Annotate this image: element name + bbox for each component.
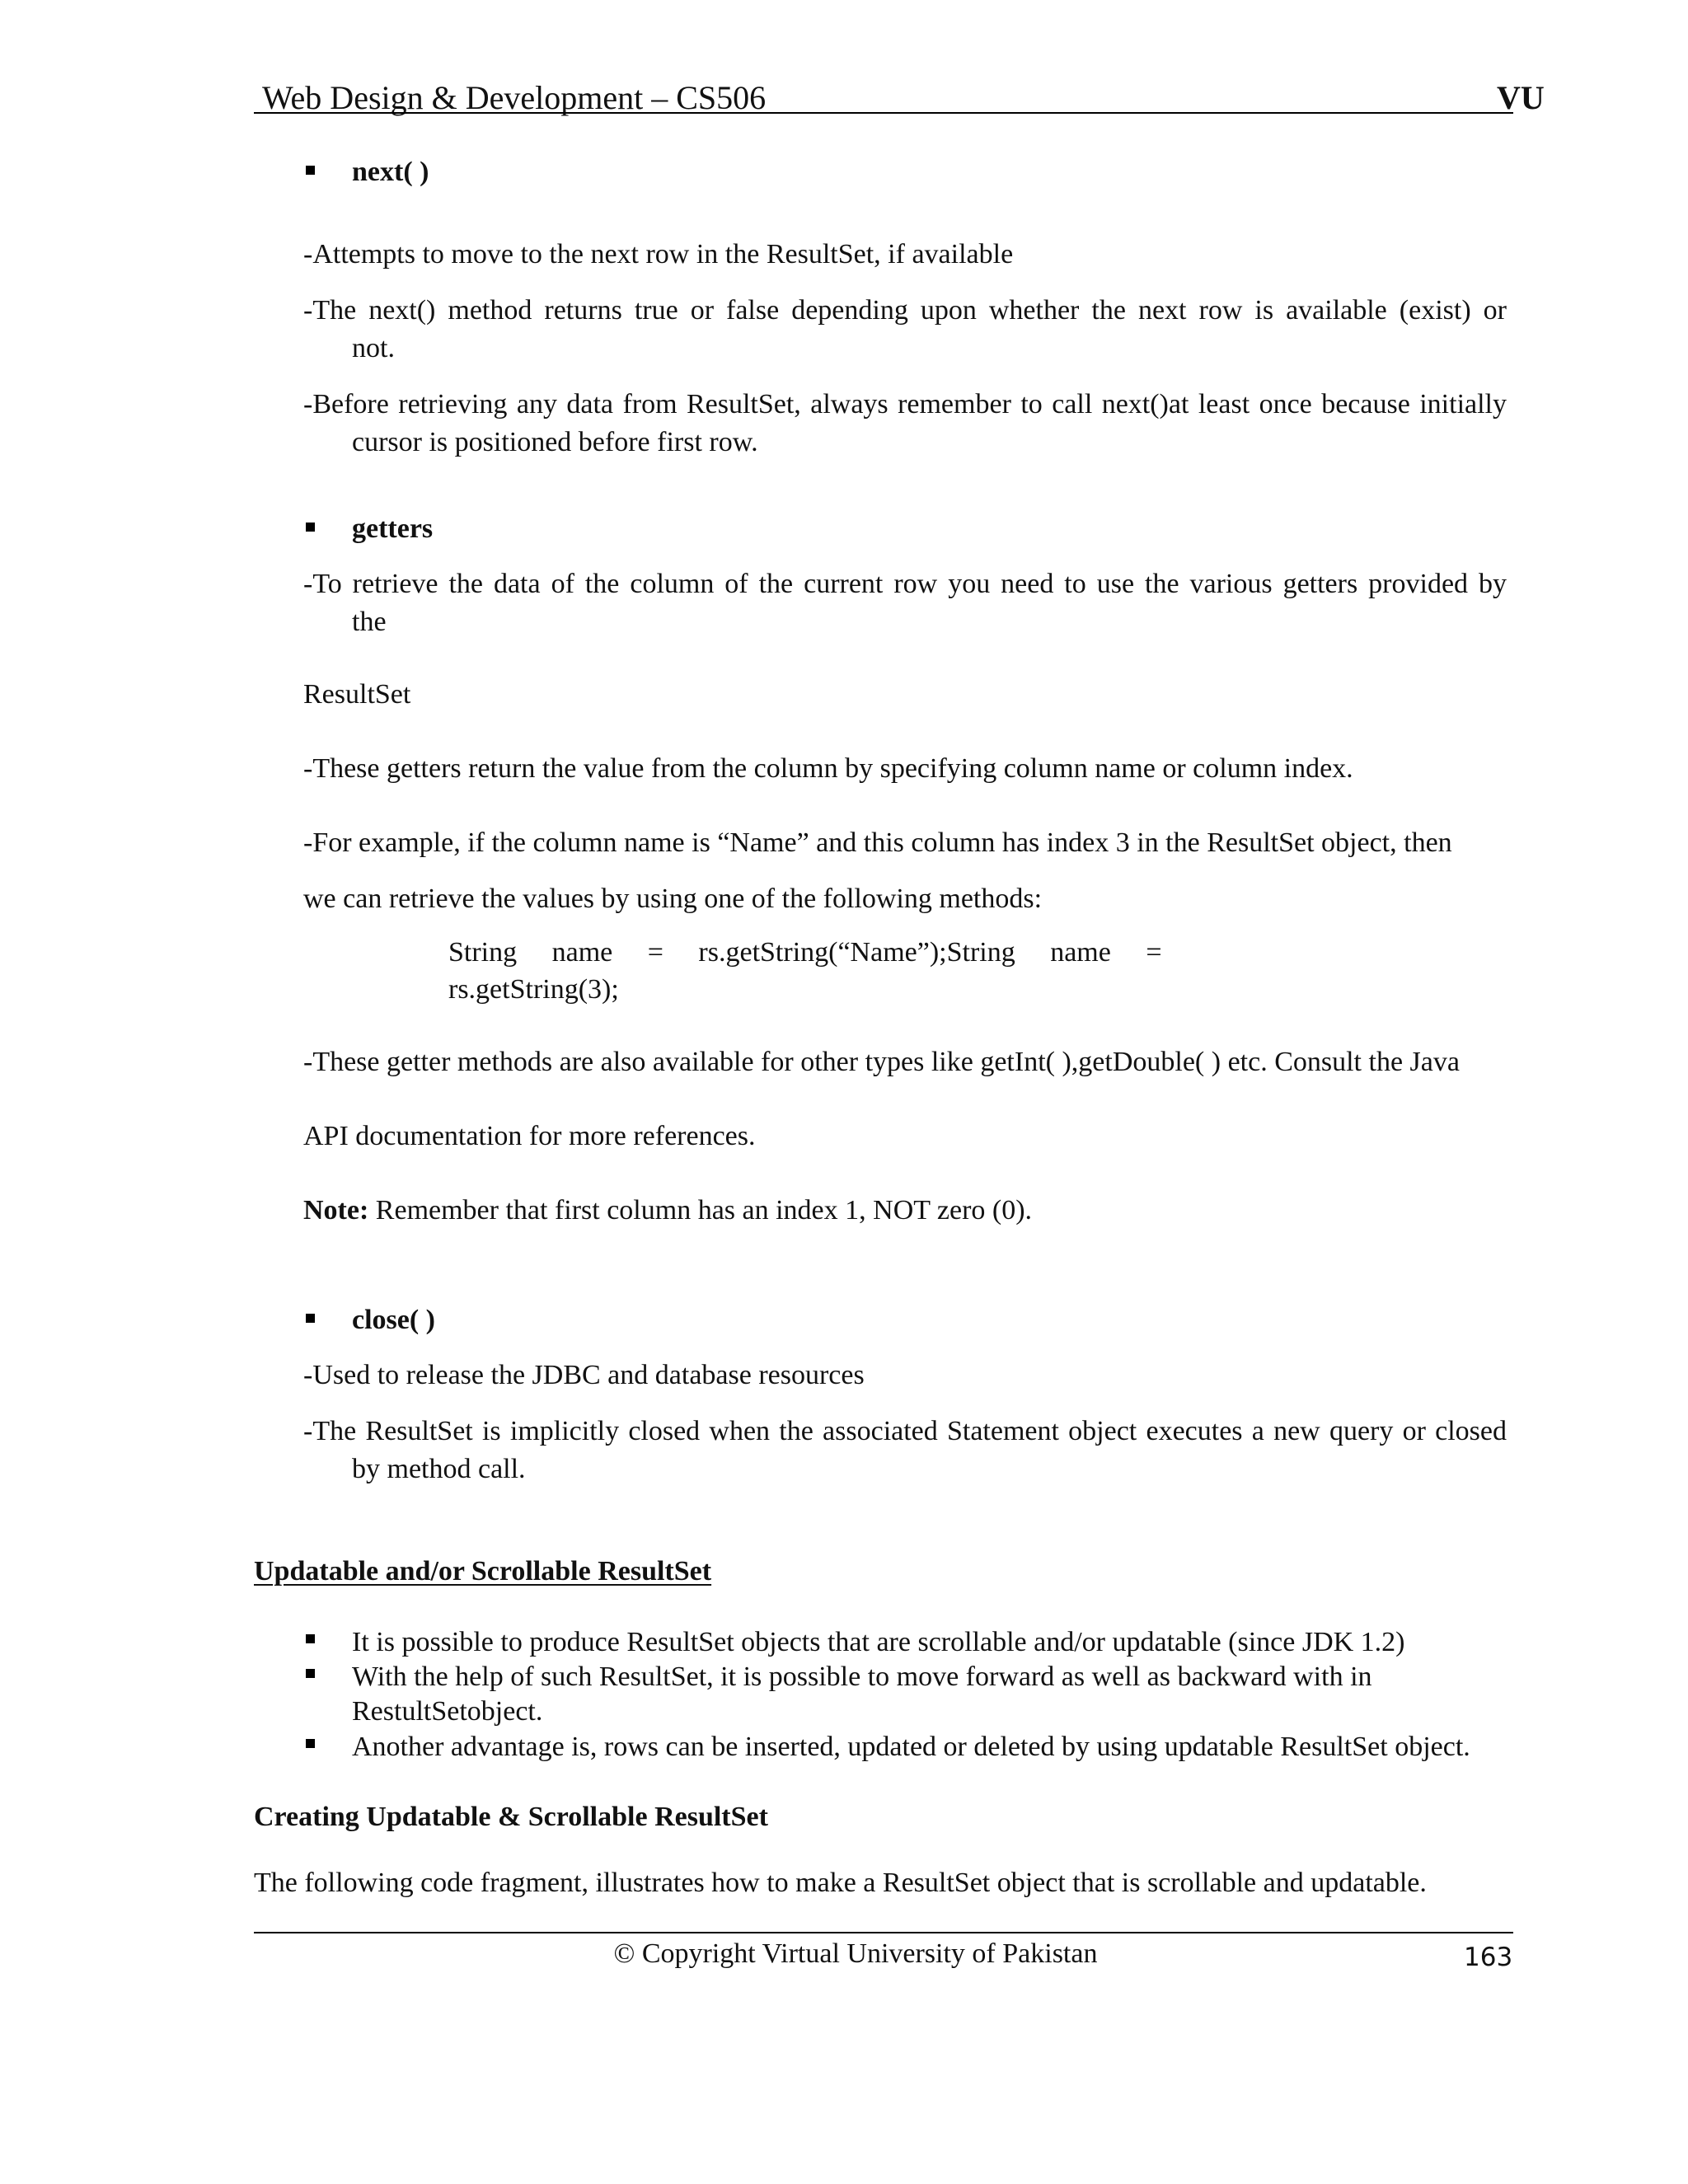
getters-paragraph-7: API documentation for more references. [303,1121,756,1151]
bullet-square-icon [306,166,315,175]
updatable-bullet-1: It is possible to produce ResultSet objects that are scrollable and/or updatable (since JDK 1.2) [352,1627,1405,1657]
note-paragraph [303,1192,1032,1230]
bullet-square-icon [306,1669,315,1678]
updatable-bullet-3: Another advantage is, rows can be inserted, updated or deleted by using updatable ResultSet object. [352,1732,1470,1762]
next-paragraph-2-line-1: -The next() method returns true or false depending upon whether the next row is available (exist) or [303,295,1507,326]
next-paragraph-3-line-1: -Before retrieving any data from ResultSet, always remember to call next()at least once because initially [303,389,1507,419]
next-paragraph-2-line-2: not. [352,333,395,363]
getters-paragraph-5: we can retrieve the values by using one of the following methods: [303,883,1043,914]
getters-paragraph-4: -For example, if the column name is “Name” and this column has index 3 in the ResultSet object, then [303,827,1452,858]
getters-paragraph-2: ResultSet [303,679,411,710]
page-number: 163 [1464,1943,1513,1972]
updatable-heading: Updatable and/or Scrollable ResultSet [254,1556,712,1586]
note-text: Remember that first column has an index 1, NOT zero (0). [368,1195,1033,1226]
getters-paragraph-1-line-2: the [352,607,387,637]
header-title: Web Design & Development – CS506 [262,79,767,116]
creating-heading: Creating Updatable & Scrollable ResultSet [254,1802,768,1832]
getters-paragraph-6: -These getter methods are also available for other types like getInt( ),getDouble( ) etc. Consult the Java [303,1047,1460,1077]
close-paragraph-2-line-2: by method call. [352,1454,526,1484]
bullet-square-icon [306,1314,315,1323]
getters-heading: getters [352,513,434,544]
close-paragraph-1: -Used to release the JDBC and database resources [303,1360,865,1390]
next-paragraph-1: -Attempts to move to the next row in the ResultSet, if available [303,239,1014,269]
footer-rule [254,1932,1513,1933]
note-label: Note: [303,1195,369,1226]
getters-paragraph-1-line-1: -To retrieve the data of the column of the current row you need to use the various getters provided by [303,569,1507,599]
code-line-1: String name = rs.getString(“Name”);String name = [448,937,1162,968]
creating-paragraph-1: The following code fragment, illustrates how to make a ResultSet object that is scrollable and updatable. [254,1868,1427,1898]
header-rule [254,112,1513,114]
getters-paragraph-3: -These getters return the value from the column by specifying column name or column index. [303,753,1353,784]
next-paragraph-3-line-2: cursor is positioned before first row. [352,427,758,457]
bullet-square-icon [306,1634,315,1643]
bullet-square-icon [306,523,315,532]
code-line-2: rs.getString(3); [448,974,619,1005]
close-heading: close( ) [352,1305,436,1335]
close-paragraph-2-line-1: -The ResultSet is implicitly closed when the associated Statement object executes a new query or closed [303,1416,1507,1446]
footer-copyright: © Copyright Virtual University of Pakistan [613,1938,1098,1969]
header-org: VU [1497,79,1545,116]
bullet-square-icon [306,1739,315,1748]
updatable-bullet-2-line-2: RestultSetobject. [352,1696,543,1727]
next-heading: next( ) [352,157,429,187]
updatable-bullet-2-line-1: With the help of such ResultSet, it is possible to move forward as well as backward with in [352,1661,1372,1692]
